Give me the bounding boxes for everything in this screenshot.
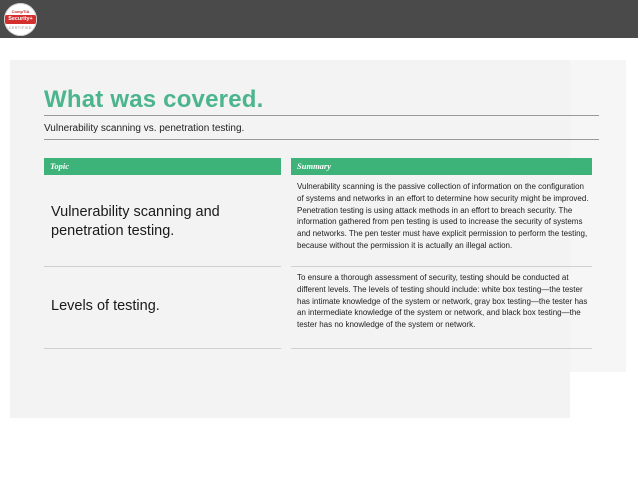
security-plus-logo: [4, 3, 37, 36]
slide-subtitle: Vulnerability scanning vs. penetration testing.: [44, 123, 245, 134]
topic-cell-1: Vulnerability scanning and penetration testing.: [51, 204, 220, 239]
column-header-topic: Topic: [44, 158, 281, 175]
logo-vendor-text: CompTIA: [11, 9, 30, 14]
title-divider-bottom: [44, 139, 599, 140]
slide-title: What was covered.: [44, 86, 264, 113]
row-divider-summary-1: [291, 266, 592, 267]
row-divider-summary-2: [291, 348, 592, 349]
summary-cell-1: Vulnerability scanning is the passive collection of information on the configuration of systems and networks in an effort to determine how security might be improved. Penetration testing is using attack methods in an effort to breach security. The information gathered from pen testing is used to increase the security of systems and networks. The pen tester must have explicit permission to perform the testing, because without the permission it is actually an illegal action.: [297, 182, 589, 250]
topic-cell-2: Levels of testing.: [51, 298, 160, 314]
title-divider-top: [44, 115, 599, 116]
row-divider-topic-1: [44, 266, 281, 267]
logo-certified-text: CERTIFIED: [9, 26, 32, 30]
summary-cell-2: To ensure a thorough assessment of security, testing should be conducted at different levels. The levels of testing should include: white box testing—the tester has intimate knowledge of the system or network, gray box testing—the tester has an intermediate knowledge of the system or network, and black box testing—the tester has no knowledge of the system or network.: [297, 273, 588, 329]
column-header-summary: Summary: [291, 158, 592, 175]
top-bar: [0, 0, 638, 38]
logo-ribbon-text: Security+: [5, 15, 36, 24]
row-divider-topic-2: [44, 348, 281, 349]
